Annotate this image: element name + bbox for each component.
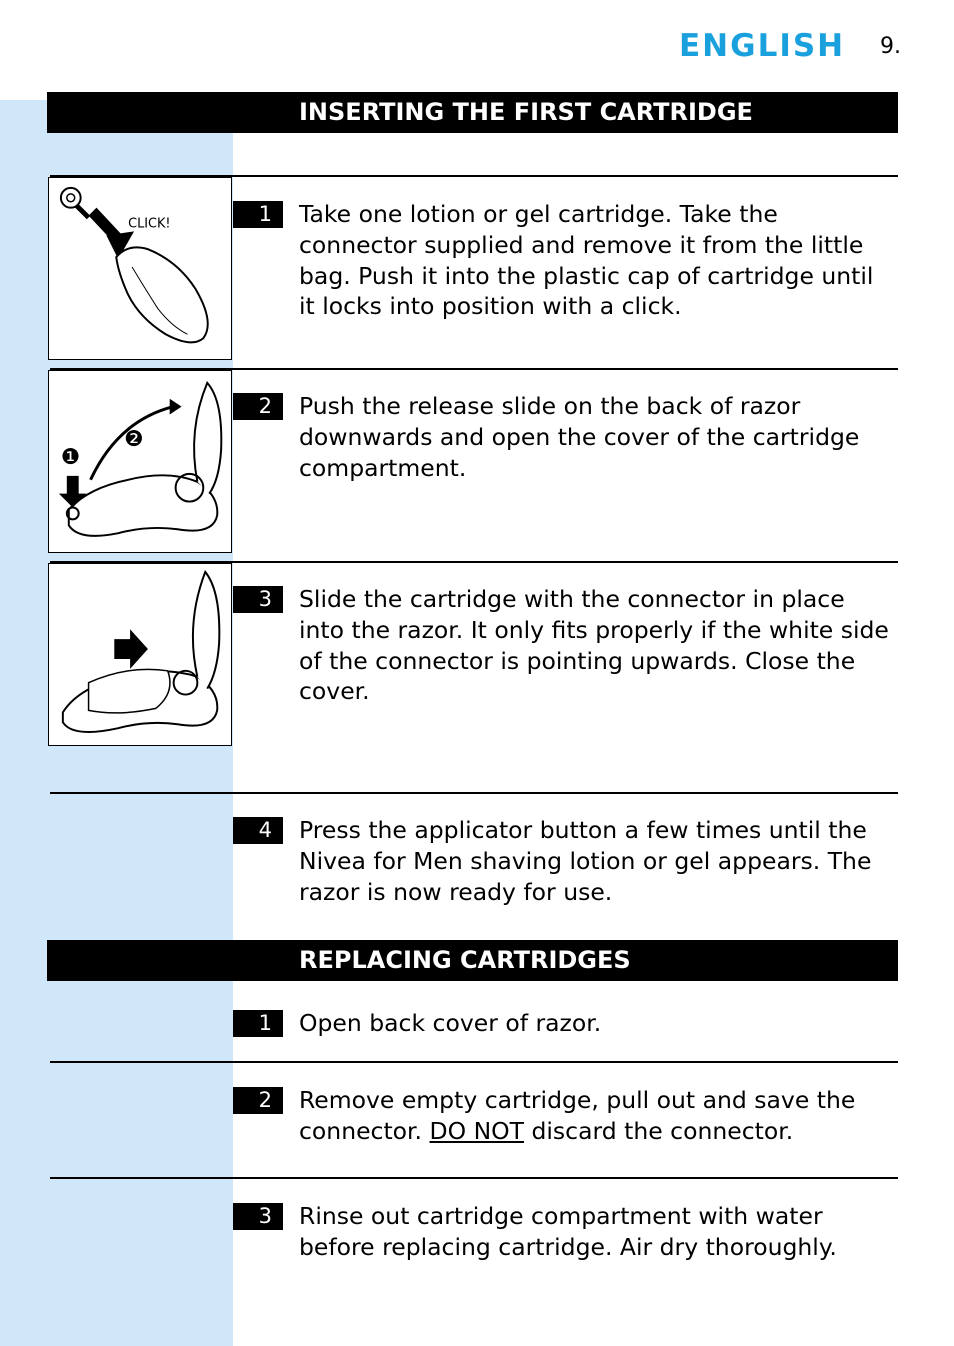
step-number: 1 [233, 201, 283, 228]
step-text-part: discard the connector. [524, 1116, 794, 1145]
razor-open-cover-drawing [49, 371, 231, 552]
language-heading: ENGLISH [679, 28, 846, 64]
step-text: Rinse out cartridge compartment with water before replacing cartridge. Air dry thoroughly. [299, 1202, 837, 1261]
step-number: 1 [233, 1010, 283, 1037]
step-text [299, 1085, 894, 1147]
divider [50, 792, 898, 794]
step-number: 2 [233, 393, 283, 420]
divider [50, 1061, 898, 1063]
step-text-part: Remove empty cartridge, pull out and save the connector. [299, 1086, 856, 1145]
step-text: Push the release slide on the back of razor downwards and open the cover of the cartridge compartment. [299, 392, 860, 482]
marker-2: ❷ [124, 427, 144, 453]
illustration-connector-click [48, 177, 232, 360]
section-header-replacing [47, 940, 898, 981]
do-not-emphasis: DO NOT [429, 1116, 525, 1145]
connector-cartridge-drawing [49, 178, 231, 359]
click-label: CLICK! [128, 216, 171, 232]
step-text: Open back cover of razor. [299, 1009, 602, 1037]
step-number: 3 [233, 1203, 283, 1230]
step-number: 4 [233, 817, 283, 844]
illustration-open-cover [48, 370, 232, 553]
page-number: 9. [880, 34, 901, 59]
marker-1: ❶ [60, 444, 81, 470]
step-number: 3 [233, 586, 283, 613]
step-number: 2 [233, 1087, 283, 1114]
razor-insert-cartridge-drawing [49, 564, 231, 745]
illustration-insert-cartridge [48, 563, 232, 746]
step-text: Take one lotion or gel cartridge. Take the connector supplied and remove it from the little bag. Push it into the plastic cap of cartridge until it locks into position with a click. [299, 200, 874, 321]
step-text: Slide the cartridge with the connector in place into the razor. It only fits properly if the white side of the connector is pointing upwards. Close the cover. [299, 585, 889, 706]
section-title: INSERTING THE FIRST CARTRIDGE [299, 98, 753, 126]
step-text: Press the applicator button a few times until the Nivea for Men shaving lotion or gel appears. The razor is now ready for use. [299, 816, 872, 906]
section-title: REPLACING CARTRIDGES [299, 946, 631, 974]
section-header-inserting [47, 92, 898, 133]
divider [50, 1177, 898, 1179]
